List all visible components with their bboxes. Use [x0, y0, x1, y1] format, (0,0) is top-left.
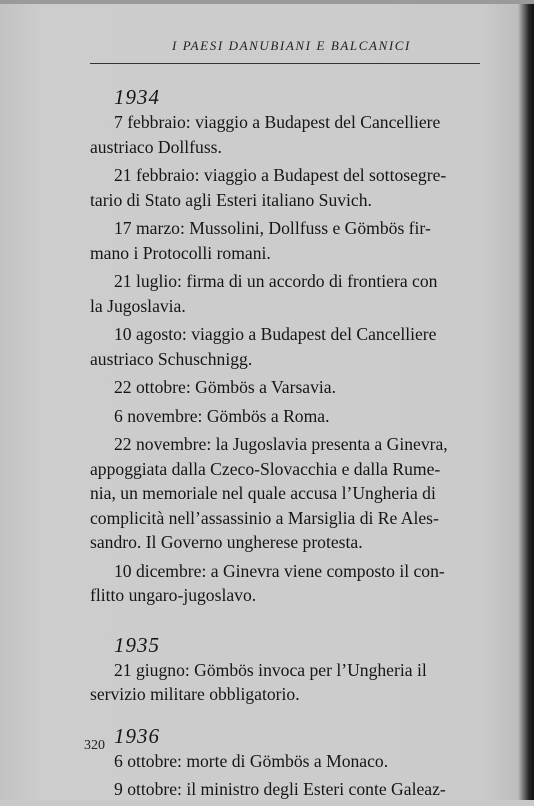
entry-line: austriaco Dollfuss.	[90, 136, 222, 157]
entry-line: appoggiata dalla Czeco-Slovacchia e dalla Rume-	[90, 458, 441, 479]
entry-line: 10 dicembre: a Ginevra viene composto il con-	[114, 560, 445, 581]
header-rule	[90, 63, 480, 64]
year-heading: 1936	[114, 723, 160, 748]
year-heading: 1935	[114, 632, 160, 657]
chronology-entry	[90, 163, 482, 212]
running-head: I PAESI DANUBIANI E BALCANICI	[172, 38, 411, 53]
entry-line: nia, un memoriale nel quale accusa l’Ungheria di	[90, 483, 436, 503]
entry-line: servizio militare obbligatorio.	[90, 684, 300, 704]
entry-line: 6 ottobre: morte di Gömbös a Monaco.	[114, 750, 389, 771]
chronology-entry	[90, 216, 482, 265]
page-number: 320	[84, 738, 105, 753]
chronology-entry	[90, 559, 482, 608]
entry-line: complicità nell’assassinio a Marsiglia di Re Ales-	[90, 507, 439, 528]
entry-line: 17 marzo: Mussolini, Dollfuss e Gömbös fir-	[114, 218, 431, 238]
entry-line: 21 luglio: firma di un accordo di frontiera con	[114, 271, 438, 291]
entry-line: austriaco Schuschnigg.	[90, 348, 253, 369]
chronology-entry	[90, 375, 482, 400]
entry-line: flitto ungaro-jugoslavo.	[90, 585, 257, 605]
chronology-entry	[90, 432, 482, 555]
entry-line: la Jugoslavia.	[90, 295, 186, 316]
year-heading: 1934	[114, 85, 160, 109]
entry-line: sandro. Il Governo ungherese protesta.	[90, 532, 363, 552]
chronology-text	[90, 80, 482, 806]
chronology-entry	[90, 749, 482, 774]
entry-line: 22 ottobre: Gömbös a Varsavia.	[114, 377, 337, 397]
chronology-entry	[90, 322, 482, 371]
chronology-entry	[90, 658, 482, 707]
chronology-entry	[90, 269, 482, 318]
entry-line: 7 febbraio: viaggio a Budapest del Cancelliere	[114, 112, 441, 132]
entry-line: tario di Stato agli Esteri italiano Suvich.	[90, 189, 372, 210]
entry-line: 22 novembre: la Jugoslavia presenta a Ginevra,	[114, 434, 448, 454]
entry-line: mano i Protocolli romani.	[90, 242, 271, 263]
page-top-edge	[0, 0, 534, 4]
entry-line: 6 novembre: Gömbös a Roma.	[114, 405, 330, 426]
entry-line: 9 ottobre: il ministro degli Esteri conte Galeaz-	[114, 779, 446, 799]
chronology-entry	[90, 404, 482, 429]
entry-line: 21 giugno: Gömbös invoca per l’Ungheria il	[114, 659, 427, 680]
chronology-entry	[90, 777, 482, 802]
chronology-entry	[90, 110, 482, 159]
entry-line: 21 febbraio: viaggio a Budapest del sottosegre-	[114, 165, 447, 185]
entry-line: 10 agosto: viaggio a Budapest del Cancelliere	[114, 324, 437, 344]
